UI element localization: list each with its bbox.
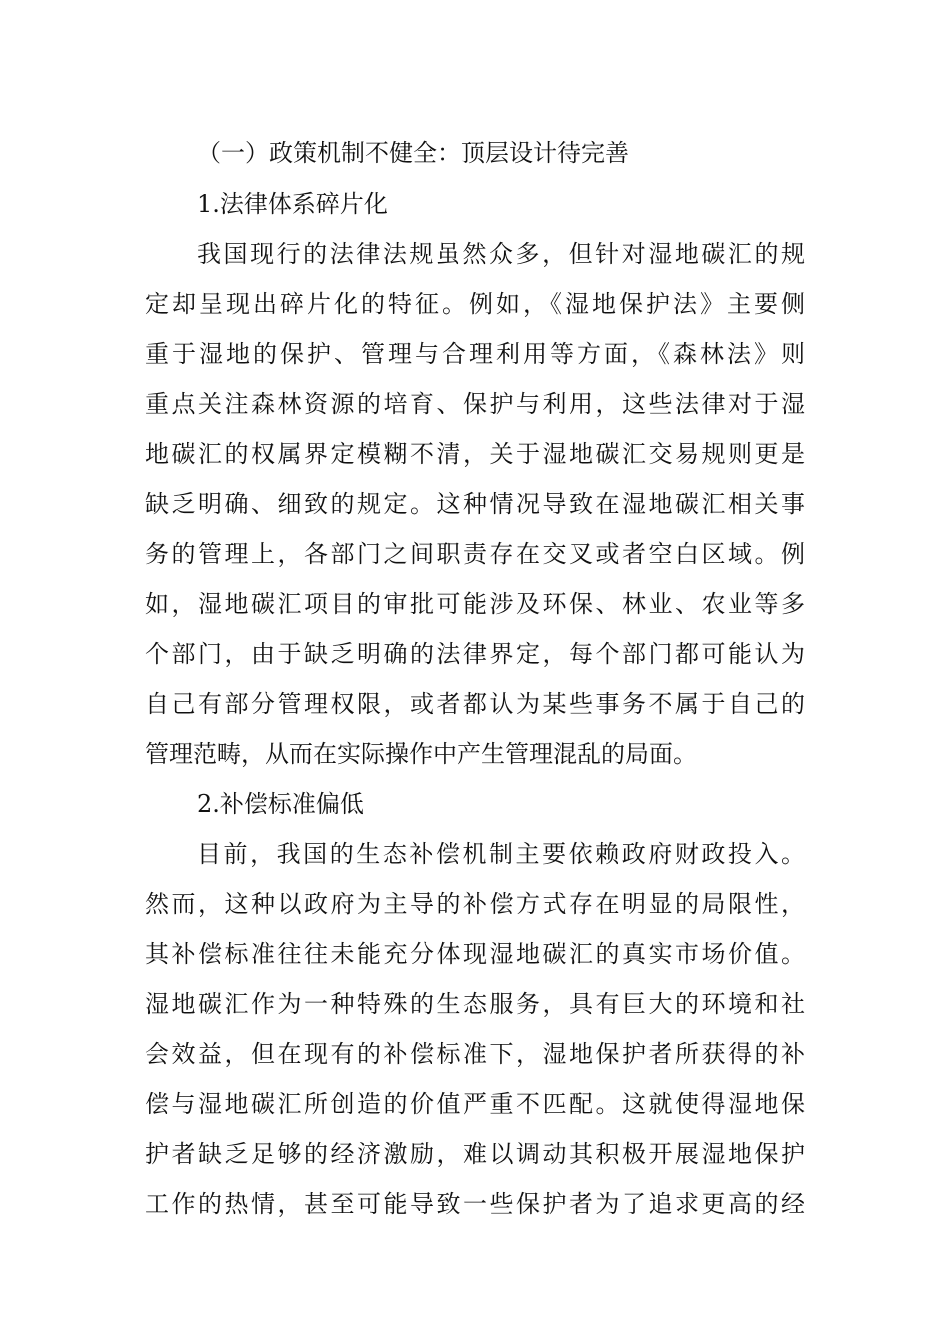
paragraph-line: 偿与湿地碳汇所创造的价值严重不匹配。这就使得湿地保 (145, 1090, 805, 1118)
paragraph-line: 其补偿标准往往未能充分体现湿地碳汇的真实市场价值。 (145, 940, 805, 968)
paragraph-line: 然而，这种以政府为主导的补偿方式存在明显的局限性， (145, 890, 805, 918)
paragraph-line: 我国现行的法律法规虽然众多，但针对湿地碳汇的规 (197, 240, 805, 268)
paragraph-line: 工作的热情，甚至可能导致一些保护者为了追求更高的经 (145, 1190, 805, 1218)
paragraph-line: 地碳汇的权属界定模糊不清，关于湿地碳汇交易规则更是 (145, 440, 805, 468)
paragraph-line: 重于湿地的保护、管理与合理利用等方面，《森林法》则 (145, 340, 805, 368)
paragraph-line: 重点关注森林资源的培育、保护与利用，这些法律对于湿 (145, 390, 805, 418)
paragraph-line: 目前，我国的生态补偿机制主要依赖政府财政投入。 (197, 840, 805, 868)
subsection-2-title: 2.补偿标准偏低 (197, 790, 364, 818)
paragraph-line: 定却呈现出碎片化的特征。例如，《湿地保护法》主要侧 (145, 290, 805, 318)
paragraph-line: 如，湿地碳汇项目的审批可能涉及环保、林业、农业等多 (145, 590, 805, 618)
paragraph-line: 缺乏明确、细致的规定。这种情况导致在湿地碳汇相关事 (145, 490, 805, 518)
section-heading: （一）政策机制不健全：顶层设计待完善 (197, 139, 629, 167)
paragraph-line: 务的管理上，各部门之间职责存在交叉或者空白区域。例 (145, 540, 805, 568)
paragraph-line: 护者缺乏足够的经济激励，难以调动其积极开展湿地保护 (145, 1140, 805, 1168)
paragraph-line: 个部门，由于缺乏明确的法律界定，每个部门都可能认为 (145, 640, 805, 668)
subsection-1-title: 1.法律体系碎片化 (197, 190, 388, 218)
paragraph-line: 管理范畴，从而在实际操作中产生管理混乱的局面。 (145, 740, 697, 768)
paragraph-line: 会效益，但在现有的补偿标准下，湿地保护者所获得的补 (145, 1040, 805, 1068)
paragraph-line: 湿地碳汇作为一种特殊的生态服务，具有巨大的环境和社 (145, 990, 805, 1018)
paragraph-line: 自己有部分管理权限，或者都认为某些事务不属于自己的 (145, 690, 805, 718)
